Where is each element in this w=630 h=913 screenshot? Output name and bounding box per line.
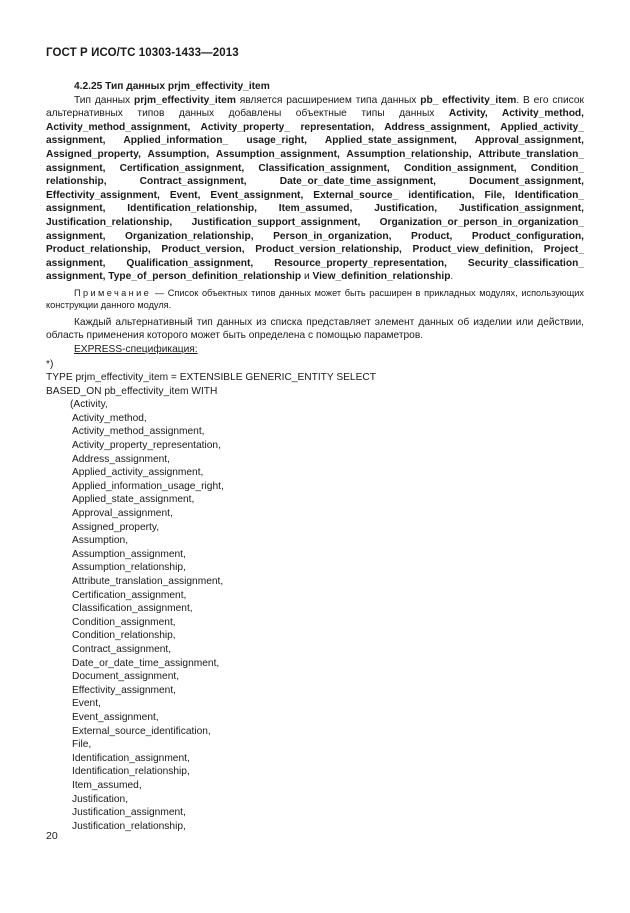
applicability-paragraph: Каждый альтернативный тип данных из списка представляет элемент данных об изделии или действии, область применения которого может быть определена с помощью параметров.: [46, 316, 584, 342]
code-item-line: Contract_assignment,: [72, 643, 172, 655]
note-paragraph: [46, 287, 584, 312]
base-type-name: pb_ effectivity_item: [420, 94, 517, 106]
code-item-line: Identification_assignment,: [72, 752, 190, 764]
code-item-line: (Activity,: [70, 399, 108, 411]
code-item-line: Justification_relationship,: [72, 820, 186, 832]
code-item-line: Activity_property_representation,: [72, 440, 221, 452]
page-number: 20: [46, 830, 58, 842]
code-based-on: BASED_ON pb_effectivity_item WITH: [46, 385, 218, 397]
code-item-line: Condition_relationship,: [72, 630, 176, 642]
code-item-line: Activity_method_assignment,: [72, 426, 205, 438]
code-item-line: Event,: [72, 698, 101, 710]
section-title: 4.2.25 Тип данных prjm_effectivity_item: [74, 81, 270, 92]
code-item-line: Effectivity_assignment,: [72, 684, 176, 696]
para-text2: . В его список альтернативных типов данных добавлены объектные типы данных: [46, 94, 584, 120]
code-item-line: Assigned_property,: [72, 521, 160, 533]
description-paragraph: [46, 94, 584, 284]
code-item-line: Assumption_assignment,: [72, 548, 186, 560]
code-item-line: File,: [72, 739, 92, 751]
code-item-line: Applied_activity_assignment,: [72, 467, 204, 479]
para-middle: является расширением типа данных: [235, 94, 421, 106]
code-item-line: Assumption_relationship,: [72, 562, 186, 574]
para-prefix: Тип данных: [74, 94, 134, 106]
code-item-list: [46, 398, 584, 833]
entity-list: Activity, Activity_method, Activity_method_assignment, Activity_property_ representation, Address_assignment, Applied_activity_ assignment, Applied_information_ usage_right, Applied_state_assignment, Approval_assignment, Assigned_property, Assumption, Assumption_assignment, Assumption_relationship, Attribute_translation_ assignment, Certification_assignment, Classification_assignment, Condition_assignment, Condition_ relationship, Contract_assignment, Date_or_date_time_assignment, Document_assignment, Effectivity_assignment, Event, Event_assignment, External_source_ identification, File, Identification_ assignment, Identification_relationship, Item_assumed, Justification, Justification_assignment, Justification_relationship, Justification_support_assignment, Organization_or_person_in_organization_ assignment, Organization_relationship, Person_in_organization, Product, Product_configuration, Product_relationship, Product_version, Product_version_relationship, Product_view_definition, Project_ assignment, Qualification_assignment, Resource_property_representation, Security_classification_ assignment, Type_of_person_definition_relationship: [46, 108, 584, 283]
last-entity: View_definition_relationship: [312, 271, 451, 283]
code-item-line: Identification_relationship,: [72, 766, 190, 778]
code-item-line: Attribute_translation_assignment,: [72, 576, 224, 587]
code-type-declaration: TYPE prjm_effectivity_item = EXTENSIBLE GENERIC_ENTITY SELECT: [46, 372, 376, 384]
type-name: prjm_effectivity_item: [133, 94, 236, 106]
code-open-marker: *): [46, 358, 54, 370]
code-item-line: Assumption,: [72, 535, 129, 547]
code-item-line: Justification_assignment,: [72, 807, 186, 819]
express-spec-label: EXPRESS-спецификация:: [74, 343, 198, 355]
note-text: — Список объектных типов данных может быть расширен в прикладных модулях, использующих конструкции данного модуля.: [46, 287, 584, 311]
code-item-line: Classification_assignment,: [72, 603, 193, 615]
code-item-line: Item_assumed,: [72, 779, 142, 791]
code-item-line: Event_assignment,: [72, 711, 159, 723]
code-item-line: External_source_identification,: [72, 725, 211, 737]
code-item-line: Address_assignment,: [72, 453, 170, 465]
section-4-2-25: [46, 80, 584, 833]
para-conj: и: [301, 271, 313, 283]
code-item-line: Date_or_date_time_assignment,: [72, 657, 220, 669]
para-end: .: [450, 271, 454, 283]
code-item-line: Document_assignment,: [72, 671, 180, 683]
code-item-line: Certification_assignment,: [72, 589, 187, 601]
document-header: ГОСТ Р ИСО/ТС 10303-1433—2013: [46, 47, 239, 59]
code-item-line: Applied_state_assignment,: [72, 494, 195, 506]
code-item-line: Applied_information_usage_right,: [72, 480, 224, 492]
code-item-line: Justification,: [72, 793, 129, 805]
express-code-block: [46, 358, 584, 834]
code-item-line: Activity_method,: [72, 412, 147, 424]
note-label: Примечание: [74, 287, 152, 298]
code-item-line: Condition_assignment,: [72, 616, 176, 628]
code-item-line: Approval_assignment,: [72, 508, 173, 520]
